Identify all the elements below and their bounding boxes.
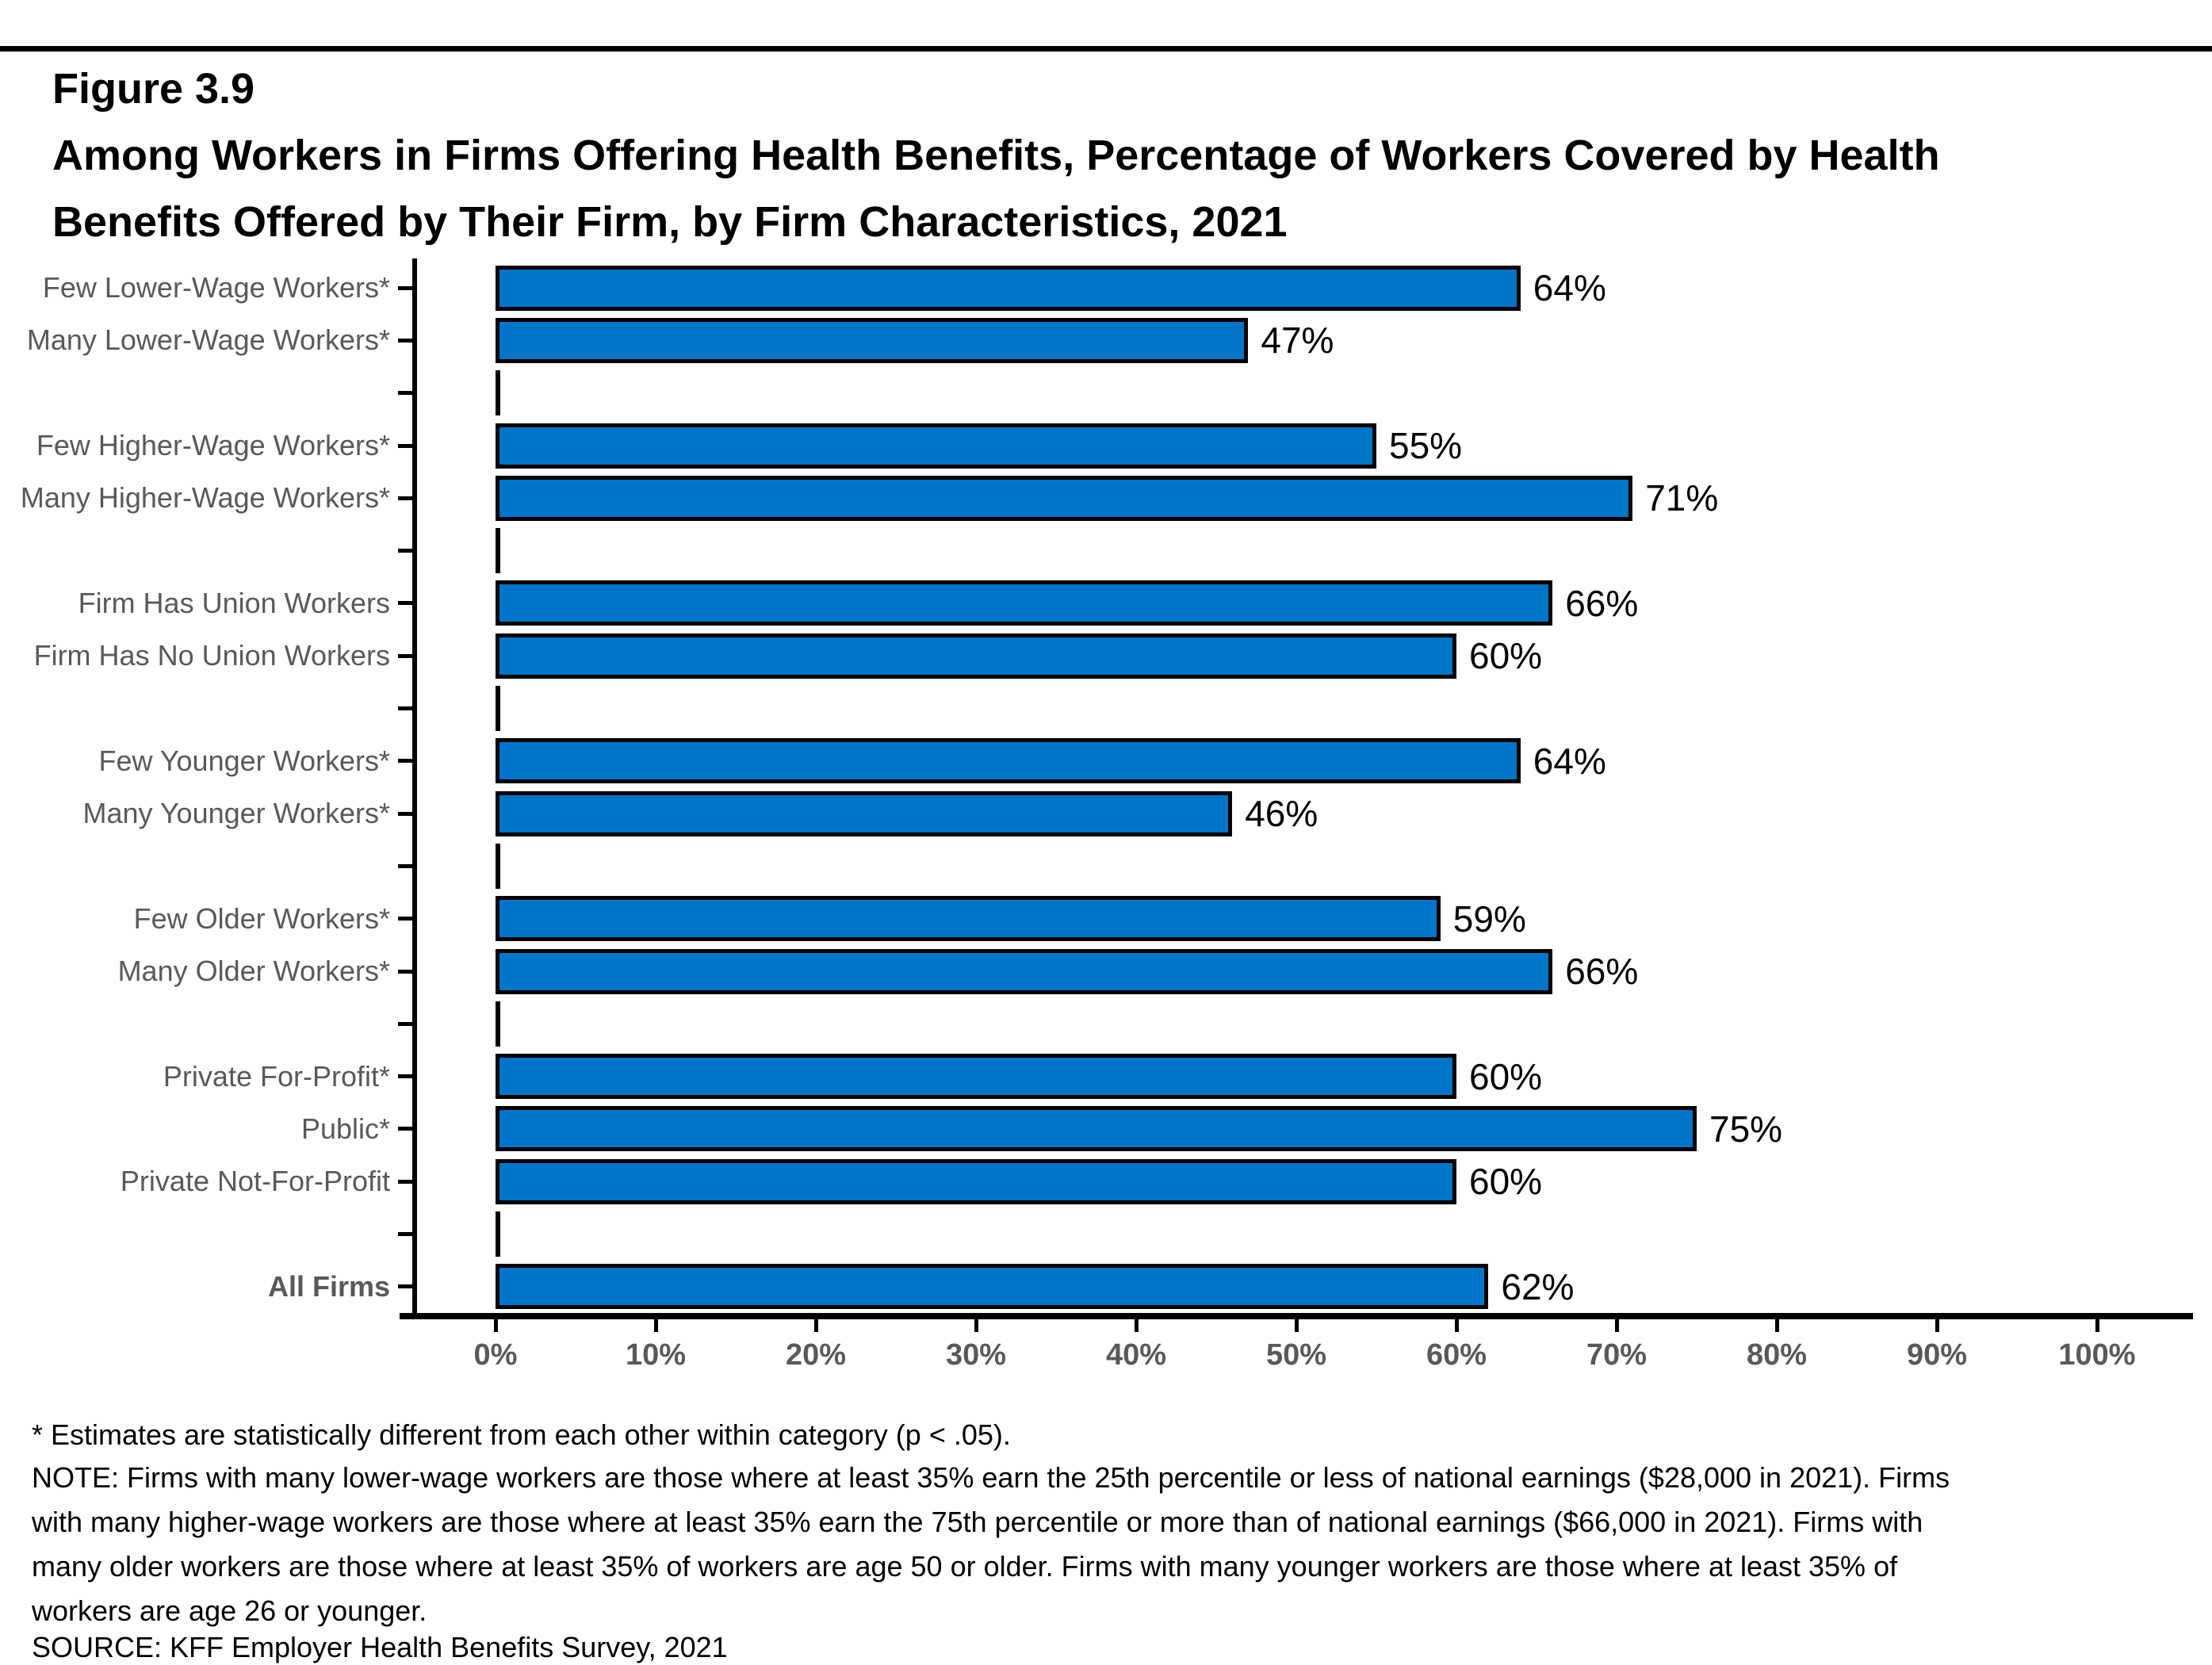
bar-value-label: 55% (1389, 425, 1463, 467)
y-axis-tick (398, 706, 412, 710)
bar (496, 266, 1521, 311)
x-axis-tick-label: 100% (2058, 1338, 2136, 1372)
y-axis-tick (398, 444, 412, 448)
x-axis-tick-label: 40% (1105, 1338, 1167, 1372)
category-label: Private For-Profit* (163, 1059, 390, 1093)
x-axis-tick-label: 70% (1586, 1338, 1648, 1372)
y-axis-tick (398, 549, 412, 553)
y-axis-tick (398, 601, 412, 605)
y-axis-tick (398, 970, 412, 974)
bar (496, 1159, 1456, 1204)
y-axis-line (412, 258, 417, 1316)
zero-bar (496, 1211, 500, 1257)
chart-title-line-1: Among Workers in Firms Offering Health Benefits, Percentage of Workers Covered by Health (52, 132, 1940, 179)
y-axis-tick (398, 1284, 412, 1288)
source-line: SOURCE: KFF Employer Health Benefits Survey, 2021 (32, 1631, 728, 1663)
bar (496, 1106, 1697, 1151)
x-axis-tick (1615, 1319, 1619, 1332)
bar-value-label: 64% (1533, 740, 1606, 782)
bar-value-label: 62% (1501, 1265, 1575, 1307)
category-label: Firm Has No Union Workers (33, 639, 390, 672)
bar-value-label: 71% (1645, 477, 1719, 519)
y-axis-tick (398, 864, 412, 868)
x-axis-tick-label: 20% (785, 1338, 847, 1372)
category-label: All Firms (267, 1269, 390, 1303)
y-axis-tick (398, 1127, 412, 1131)
x-axis-tick (1775, 1319, 1779, 1332)
bar (496, 580, 1552, 626)
y-axis-tick (398, 1232, 412, 1236)
bar-value-label: 64% (1533, 267, 1606, 309)
category-label: Firm Has Union Workers (78, 586, 390, 619)
note-line-4: workers are age 26 or younger. (32, 1594, 427, 1627)
category-label: Few Older Workers* (133, 901, 390, 935)
bar-value-label: 75% (1709, 1108, 1783, 1150)
x-axis-tick-label: 80% (1746, 1338, 1808, 1372)
bar-value-label: 59% (1452, 898, 1526, 940)
x-axis-tick-label: 10% (625, 1338, 687, 1372)
x-axis-tick-label: 50% (1265, 1338, 1327, 1372)
y-axis-tick (398, 917, 412, 921)
y-axis-tick (398, 286, 412, 290)
category-label: Many Older Workers* (117, 955, 390, 988)
y-axis-tick (398, 496, 412, 500)
x-axis-tick (814, 1319, 818, 1332)
note-line-1: NOTE: Firms with many lower-wage workers are those where at least 35% earn the 25th percentile or less of national earnings ($28,000 in 2021). Firms (32, 1461, 1950, 1494)
bar-value-label: 60% (1469, 1055, 1543, 1097)
bar-value-label: 47% (1261, 320, 1334, 362)
y-axis-tick (398, 759, 412, 763)
x-axis-tick (1935, 1319, 1939, 1332)
bar (496, 633, 1456, 679)
zero-bar (496, 1001, 500, 1047)
category-label: Few Younger Workers* (98, 744, 390, 777)
category-label: Many Higher-Wage Workers* (20, 481, 390, 515)
y-axis-tick (398, 1180, 412, 1184)
bar (496, 791, 1232, 836)
x-axis-line (400, 1313, 2193, 1319)
x-axis-tick (1135, 1319, 1139, 1332)
x-axis-tick (1455, 1319, 1459, 1332)
x-axis-tick (1295, 1319, 1299, 1332)
bar (496, 1264, 1488, 1309)
x-axis-tick-label: 60% (1426, 1338, 1487, 1372)
chart-title-line-2: Benefits Offered by Their Firm, by Firm Characteristics, 2021 (52, 198, 1288, 246)
bar-value-label: 66% (1565, 951, 1639, 993)
bar (496, 423, 1376, 469)
zero-bar (496, 528, 500, 573)
y-axis-tick (398, 391, 412, 395)
bar-value-label: 46% (1245, 793, 1318, 835)
y-axis-tick (398, 339, 412, 343)
bar (496, 318, 1248, 363)
zero-bar (496, 844, 500, 889)
bar (496, 949, 1552, 994)
category-label: Few Higher-Wage Workers* (36, 429, 390, 462)
figure-label: Figure 3.9 (52, 65, 255, 113)
zero-bar (496, 686, 500, 731)
x-axis-tick (494, 1319, 498, 1332)
bar (496, 738, 1521, 783)
x-axis-tick (974, 1319, 978, 1332)
note-line-2: with many higher-wage workers are those where at least 35% earn the 75th percentile or more than of national earnings ($66,000 in 2021). Firms with (32, 1506, 1923, 1538)
y-axis-tick (398, 654, 412, 658)
y-axis-tick (398, 1022, 412, 1026)
x-axis-tick (654, 1319, 658, 1332)
bar (496, 896, 1441, 941)
bar-value-label: 60% (1469, 635, 1543, 677)
bar (496, 1054, 1456, 1099)
x-axis-tick-label: 30% (945, 1338, 1007, 1372)
x-axis-tick-label: 90% (1906, 1338, 1968, 1372)
note-line-3: many older workers are those where at least 35% of workers are age 50 or older. Firms with many younger workers are those where at least 35% of (32, 1550, 1898, 1583)
asterisk-footnote: * Estimates are statistically different from each other within category (p < .05). (32, 1418, 1011, 1451)
category-label: Many Lower-Wage Workers* (26, 323, 390, 357)
x-axis-tick (2095, 1319, 2099, 1332)
category-label: Public* (300, 1112, 390, 1145)
category-label: Few Lower-Wage Workers* (42, 271, 390, 304)
bar-value-label: 66% (1565, 582, 1639, 624)
y-axis-tick (398, 812, 412, 816)
category-label: Many Younger Workers* (82, 797, 390, 830)
category-label: Private Not-For-Profit (120, 1165, 390, 1198)
x-axis-tick-label: 0% (473, 1338, 518, 1372)
zero-bar (496, 370, 500, 415)
bar (496, 476, 1632, 521)
y-axis-tick (398, 1074, 412, 1078)
bar-value-label: 60% (1469, 1161, 1543, 1203)
